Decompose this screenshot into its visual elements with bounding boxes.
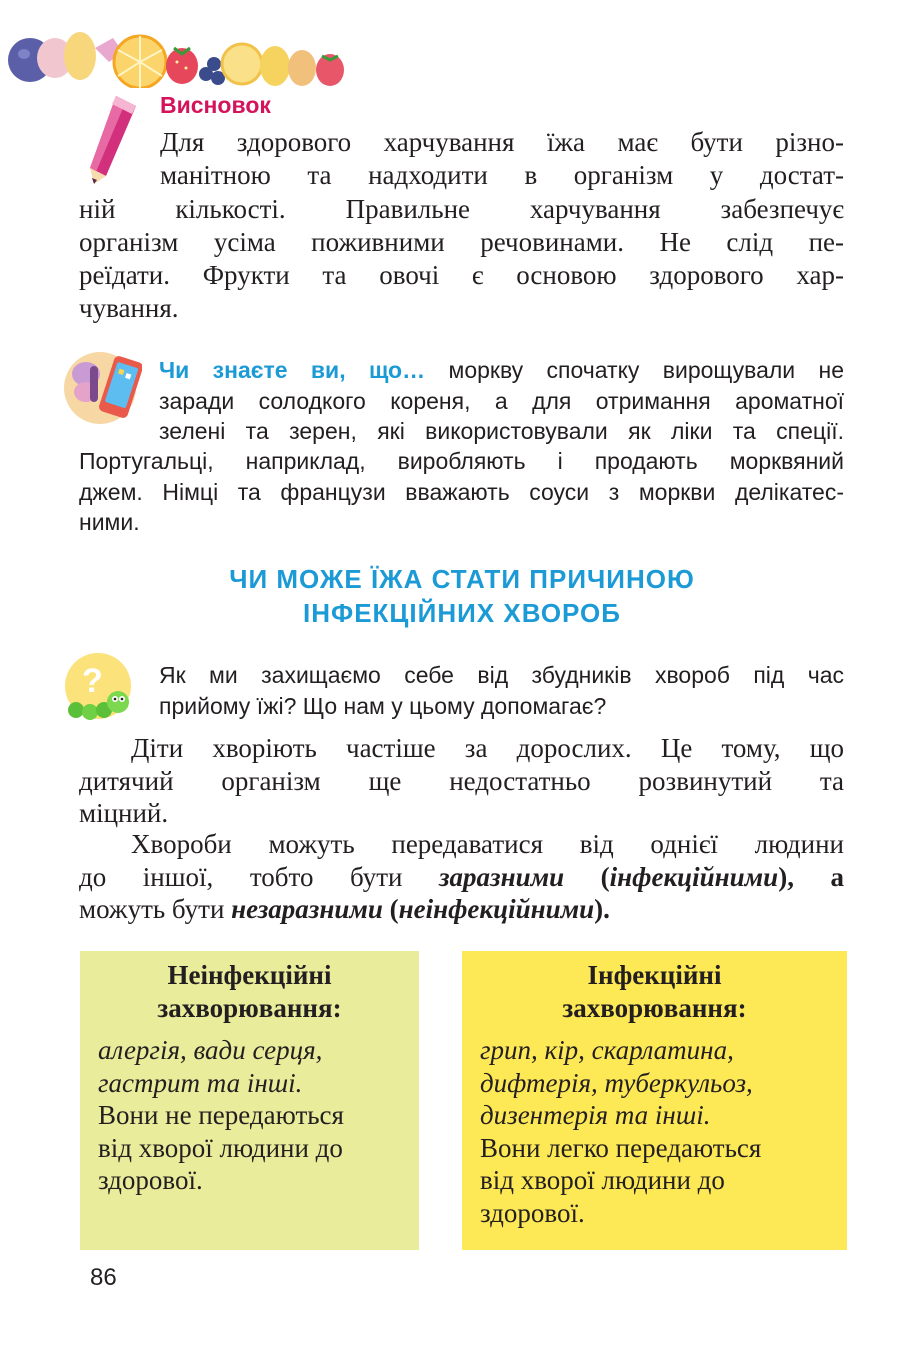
conclusion-line: Для здорового харчування їжа має бути різно- [160, 127, 844, 157]
conclusion-title: Висновок [160, 92, 271, 118]
conclusion-line: реїдати. Фрукти та овочі є основою здорового хар- [79, 260, 844, 291]
svg-text:?: ? [82, 662, 103, 700]
box-description: Вони легко передаються від хворої людини до здорової. [480, 1132, 762, 1228]
box-title: Інфекційні захворювання: [562, 960, 747, 1023]
term-infectious-synonym: інфекційними [609, 861, 779, 892]
paragraph-line: міцний. [79, 798, 169, 828]
did-you-know-line: заради солодкого кореня, а для отримання ароматної [159, 387, 844, 414]
did-you-know-line: ними. [79, 509, 140, 535]
paragraph-line: дитячий організм ще недостатньо розвинутий та [79, 765, 844, 796]
did-you-know-line: моркву спочатку вирощували не [448, 357, 844, 383]
section-heading-line: ЧИ МОЖЕ ЇЖА СТАТИ ПРИЧИНОЮ [229, 564, 695, 594]
paragraph-2 [79, 828, 844, 926]
butterfly-phone-icon [62, 348, 142, 426]
question-line: прийому їжі? Що нам у цьому допомагає? [159, 692, 607, 719]
paragraph-line: можуть бути незаразними (неінфекційними). [79, 894, 610, 924]
box-description: Вони не передаються від хворої людини до здорової. [98, 1100, 344, 1195]
did-you-know-line: зелені та зерен, які використовували як ліки та спеції. [159, 418, 844, 444]
section-heading [80, 562, 844, 630]
did-you-know-continued [79, 446, 844, 538]
infectious-diseases-box [462, 951, 847, 1250]
did-you-know-line: Португальці, наприклад, виробляють і продають морквяний [79, 448, 844, 474]
question-line: Як ми захищаємо себе від збудників хвороб під час [159, 662, 844, 688]
paragraph-line: Хвороби можуть передаватися від однієї людини [131, 829, 844, 859]
question-caterpillar-icon [62, 652, 138, 722]
conclusion-line: манітною та надходити в організм у достат- [160, 160, 844, 191]
section-heading-line: ІНФЕКЦІЙНИХ ХВОРОБ [303, 598, 621, 628]
did-you-know-line: джем. Німці та французи вважають соуси з моркви делікатес- [79, 478, 844, 505]
term-noninfectious-synonym: неінфекційними [398, 894, 595, 924]
conclusion-line: ній кількості. Правильне харчування забезпечує [79, 193, 844, 224]
did-you-know-label: Чи знаєте ви, що… [159, 357, 426, 383]
paragraph-line: Діти хворіють частіше за дорослих. Це тому, що [131, 733, 844, 763]
term-infectious: заразними [439, 861, 565, 892]
paragraph-line: до іншої, тобто бути заразними (інфекційними), а [79, 861, 844, 892]
question-text [159, 660, 844, 721]
term-noninfectious: незаразними [231, 894, 383, 924]
disease-list: грип, кір, скарлатина, дифтерія, туберкульоз, дизентерія та інші. [480, 1035, 753, 1130]
conclusion-line: чування. [79, 293, 179, 324]
page-number: 86 [90, 1264, 117, 1291]
conclusion-text [79, 126, 844, 326]
disease-list: алергія, вади серця, гастрит та інші. [98, 1035, 323, 1098]
noninfectious-diseases-box [80, 951, 419, 1250]
paragraph-1 [79, 732, 844, 830]
did-you-know-text [159, 355, 844, 447]
conclusion-line: організм усіма поживними речовинами. Не слід пе- [79, 226, 844, 257]
box-title: Неінфекційні захворювання: [157, 960, 342, 1023]
fruits-decoration-icon [0, 18, 360, 88]
